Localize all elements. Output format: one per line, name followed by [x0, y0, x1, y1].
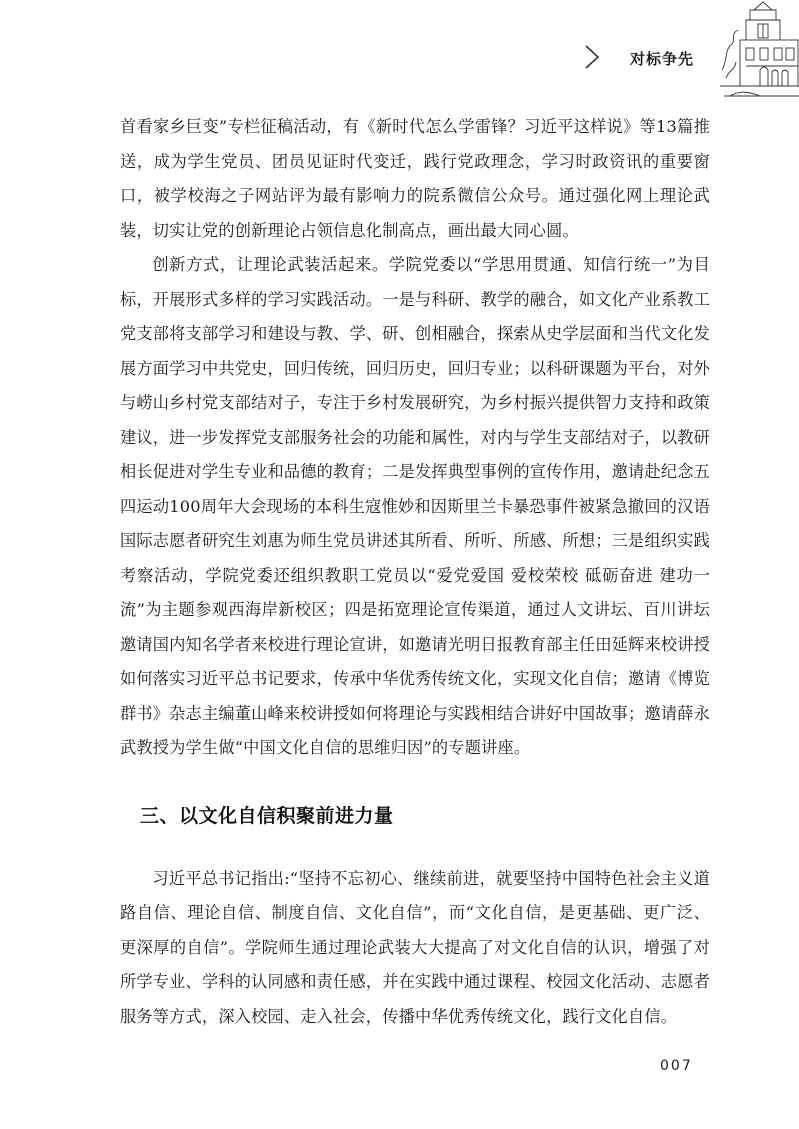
chapter-title: 对标争先 — [630, 50, 695, 68]
paragraph-cultural-confidence: 习近平总书记指出:“坚持不忘初心、继续前进，就要坚持中国特色社会主义道路自信、理论自信、制度自信、文化自信”，而“文化自信，是更基础、更广泛、更深厚的自信”。学院师生通过理论武装大大提高了对文化自信的认识，增强了对所学专业、学科的认同感和责任感，并在实践中通过课程、校园文化活动、志愿者服务等方式，深入校园、走入社会，传播中华优秀传统文化，践行文化自信。 — [120, 868, 710, 1026]
section-heading: 三、以文化自信积聚前进力量 — [140, 804, 394, 827]
page-number: 007 — [660, 1058, 693, 1074]
paragraph-continued: 首看家乡巨变”专栏征稿活动，有《新时代怎么学雷锋？习近平这样说》等13篇推送，成为学生党员、团员见证时代变迁，践行党政理念，学习时政资讯的重要窗口，被学校海之子网站评为最有影响力的院系微信公众号。通过强化网上理论武装，切实让党的创新理论占领信息化制高点，画出最大同心圆。 — [120, 117, 710, 240]
paragraph-innovation: 创新方式，让理论武装活起来。学院党委以“学思用贯通、知信行统一”为目标，开展形式多样的学习实践活动。一是与科研、教学的融合，如文化产业系教工党支部将支部学习和建设与教、学、研、创相融合，探索从史学层面和当代文化发展方面学习中共党史，回归传统，回归历史，回归专业；以科研课题为平台，对外与崂山乡村党支部结对子，专注于乡村发展研究，为乡村振兴提供智力支持和政策建议，进一步发挥党支部服务社会的功能和属性，对内与学生支部结对子，以教研相长促进对学生专业和品德的教育；二是发挥典型事例的宣传作用，邀请赴纪念五四运动100周年大会现场的本科生寇惟妙和因斯里兰卡暴恐事件被紧急撤回的汉语国际志愿者研究生刘惠为师生党员讲述其所看、所听、所感、所想；三是组织实践考察活动，学院党委还组织教职工党员以“爱党爱国 爱校荣校 砥砺奋进 建功一流”为主题参观西海岸新校区；四是拓宽理论宣传渠道，通过人文讲坛、百川讲坛邀请国内知名学者来校进行理论宣讲，如邀请光明日报教育部主任田延辉来校讲授如何落实习近平总书记要求，传承中华优秀传统文化，实现文化自信；邀请《博览群书》杂志主编董山峰来校讲授如何将理论与实践相结合讲好中国故事；邀请薛永武教授为学生做“中国文化自信的思维归因”的专题讲座。 — [120, 255, 710, 757]
campus-building-illustration — [720, 0, 799, 100]
article-body — [120, 110, 710, 1034]
page-header — [0, 0, 799, 110]
chevron-right-icon — [583, 44, 601, 70]
